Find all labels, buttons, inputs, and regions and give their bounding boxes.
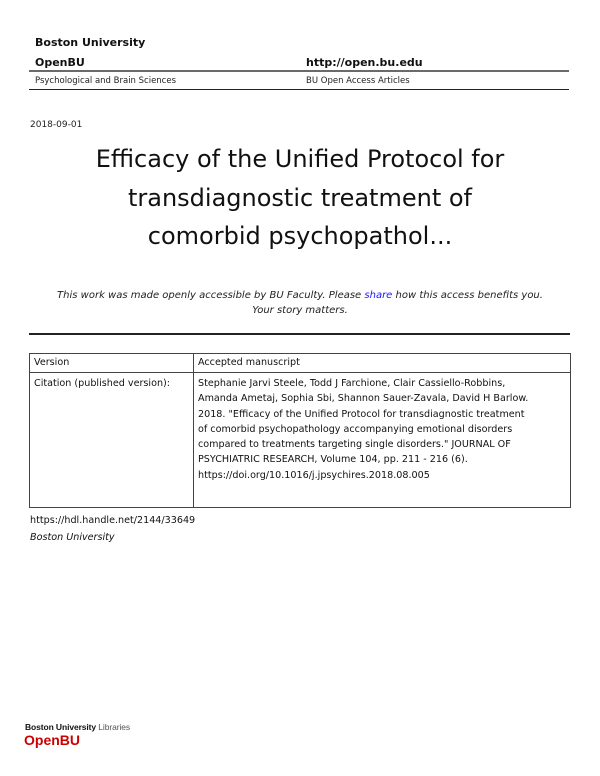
citation-line: Amanda Ametaj, Sophia Sbi, Shannon Sauer-Zavala, David H Barlow. [198,393,529,405]
header-divider-top [29,70,569,72]
header-repository-url[interactable]: http://open.bu.edu [306,56,423,69]
logo-bu-text: Boston University [25,722,97,732]
citation-line: of comorbid psychopathology accompanying emotional disorders [198,423,513,435]
citation-line: Stephanie Jarvi Steele, Todd J Farchione, Clair Cassiello-Robbins, [198,378,506,389]
citation-line: PSYCHIATRIC RESEARCH, Volume 104, pp. 211 - 216 (6). [198,454,468,466]
title-line: Efficacy of the Unified Protocol for [95,145,505,173]
version-label: Version [30,354,194,373]
institution-name: Boston University [30,532,115,543]
share-link[interactable]: share [364,290,393,301]
citation-line: compared to treatments targeting single disorders." JOURNAL OF [198,439,511,451]
share-text-before: This work was made openly accessible by BU Faculty. Please [57,290,365,301]
share-statement-line2: Your story matters. [252,305,348,316]
bu-libraries-logo-text [25,722,130,732]
citation-value [194,373,571,508]
share-text-after: how this access benefits you. [392,290,543,301]
share-statement-line1 [30,288,570,303]
publication-date: 2018-09-01 [30,120,83,130]
section-divider [29,333,570,335]
citation-line: 2018. "Efficacy of the Unified Protocol for transdiagnostic treatment [198,408,525,420]
title-line: transdiagnostic treatment of [127,183,472,212]
version-value-line: Accepted manuscript [198,357,300,368]
version-value [194,354,571,373]
header-department: Psychological and Brain Sciences [35,76,177,86]
openbu-logo: OpenBU [24,732,80,748]
handle-link[interactable]: https://hdl.handle.net/2144/33649 [30,515,196,526]
document-title [30,140,570,256]
header-divider-bottom [29,89,569,90]
citation-doi-link[interactable]: https://doi.org/10.1016/j.jpsychires.2018.08.005 [198,469,430,481]
metadata-table [29,353,571,508]
title-line: comorbid psychopathol... [147,222,453,250]
share-statement [30,288,570,318]
header-repository: OpenBU [35,56,85,69]
header-institution: Boston University [35,36,146,49]
table-row-citation [30,373,571,508]
citation-label: Citation (published version): [30,373,194,508]
table-row-version [30,354,571,373]
header-collection: BU Open Access Articles [306,76,410,86]
logo-libraries-text: Libraries [96,722,131,732]
